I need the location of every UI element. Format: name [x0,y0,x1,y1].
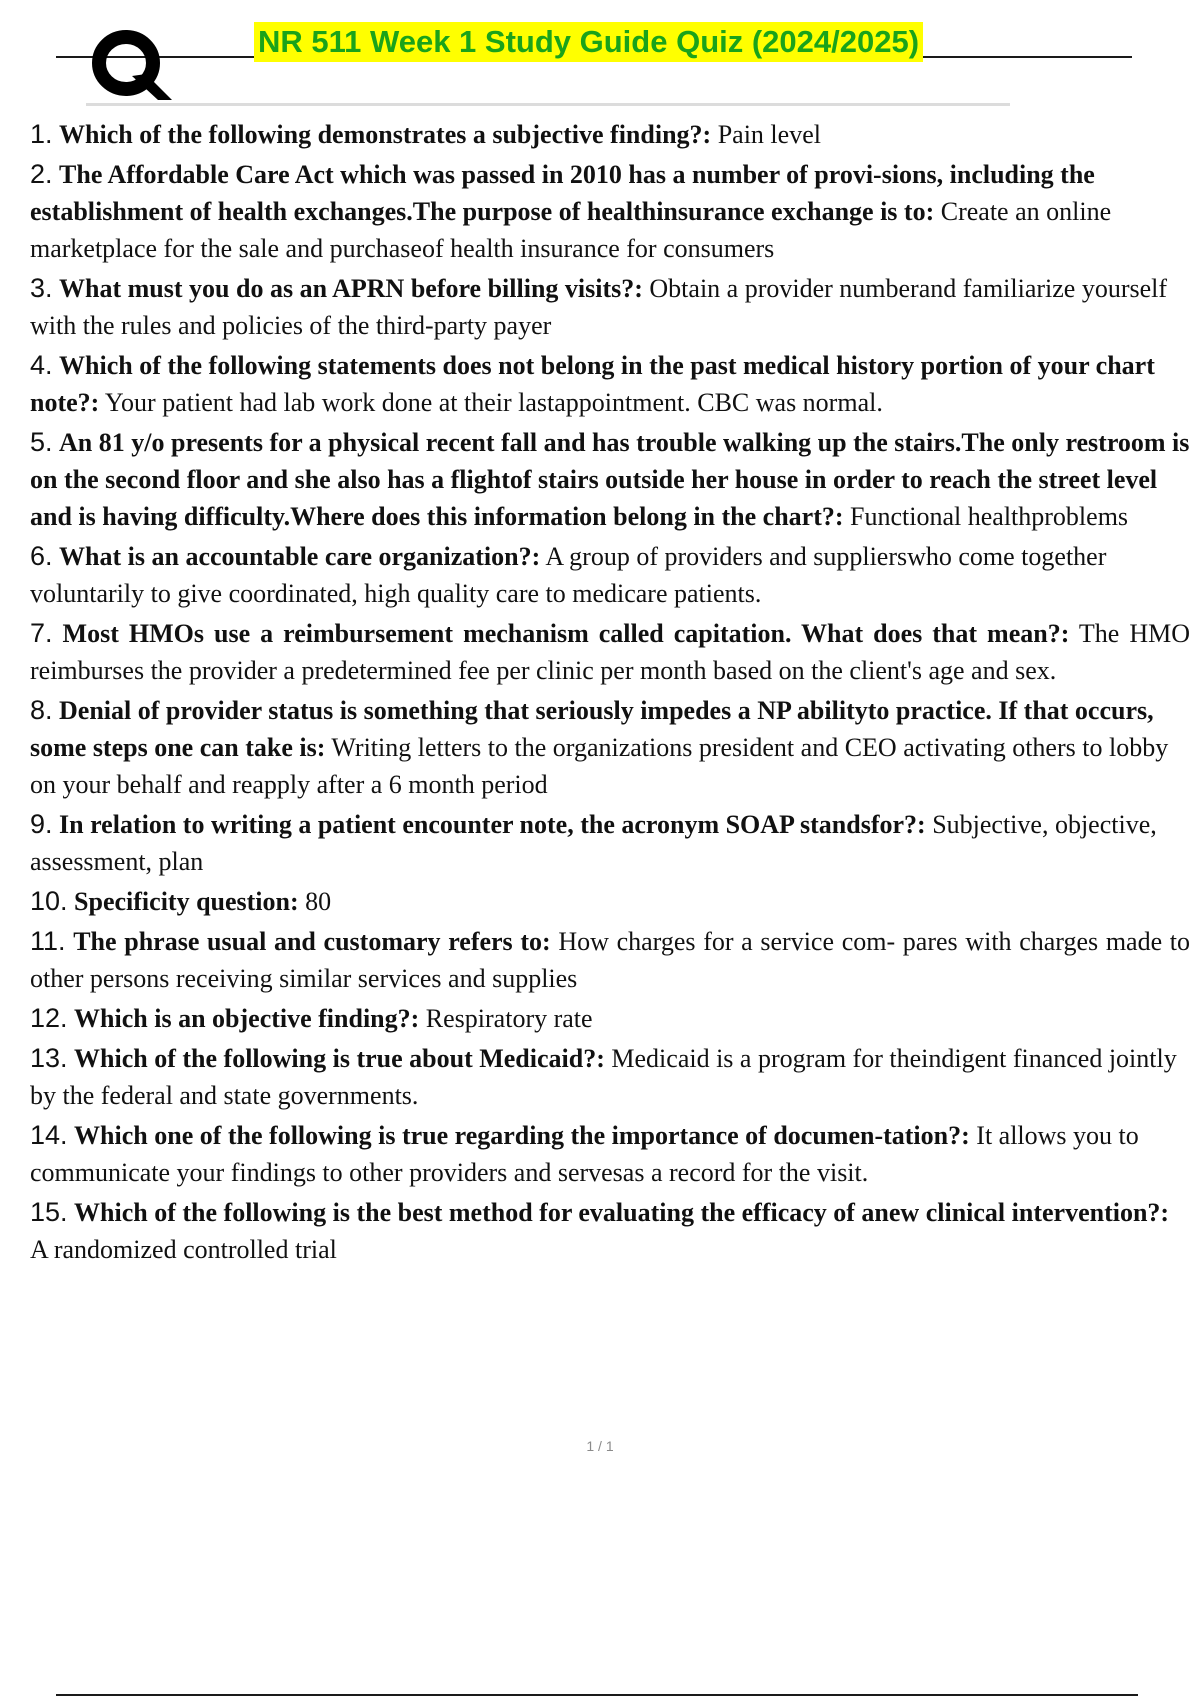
question-text: Denial of provider status is something that seriously impedes a NP abilityto practice. If that occurs, some steps one can take is: [30,696,1154,762]
question-number: 15. [30,1197,68,1227]
question-number: 3. [30,273,53,303]
list-item [30,270,1190,344]
question-number: 7. [30,618,53,648]
question-number: 2. [30,159,53,189]
question-text: The phrase usual and customary refers to: [73,927,551,956]
answer-text: How charges for a service com- pares with charges made to other persons receiving similar services and supplies [30,927,1191,993]
list-item [30,883,1190,920]
question-number: 5. [30,427,53,457]
list-item [30,1194,1190,1268]
question-text: Which is an objective finding?: [74,1004,420,1033]
list-item [30,692,1190,803]
answer-text: Pain level [717,120,821,149]
answer-text: It allows you to communicate your findings to other providers and servesas a record for the visit. [30,1121,1139,1187]
question-text: What must you do as an APRN before billing visits?: [59,274,643,303]
list-item [30,538,1190,612]
question-number: 1. [30,119,53,149]
answer-text: Create an online marketplace for the sale and purchaseof health insurance for consumers [30,197,1112,263]
question-number: 11. [30,926,66,956]
page-indicator: 1 / 1 [586,1438,614,1454]
answer-text: Medicaid is a program for theindigent financed jointly by the federal and state governments. [30,1044,1177,1110]
list-item [30,615,1190,689]
list-item [30,424,1190,535]
list-item [30,806,1190,880]
answer-text: A randomized controlled trial [30,1235,337,1264]
list-item [30,923,1190,997]
question-text: Which of the following is the best method for evaluating the efficacy of anew clinical intervention?: [74,1198,1170,1227]
answer-text: Writing letters to the organizations president and CEO activating others to lobby on your behalf and reapply after a 6 month period [30,733,1169,799]
answer-text: A group of providers and supplierswho come together voluntarily to give coordinated, high quality care to medicare patients. [30,542,1107,608]
answer-text: Obtain a provider numberand familiarize yourself with the rules and policies of the third-party payer [30,274,1168,340]
answer-text: Functional healthproblems [850,502,1129,531]
question-number: 12. [30,1003,68,1033]
document-header [56,18,1132,102]
question-number: 14. [30,1120,68,1150]
question-text: What is an accountable care organization?: [59,542,541,571]
list-item [30,1117,1190,1191]
answer-text: Subjective, objective, assessment, plan [30,810,1157,876]
list-item [30,347,1190,421]
question-number: 8. [30,695,53,725]
list-item [30,156,1190,267]
question-text: Most HMOs use a reimbursement mechanism called capitation. What does that mean?: [62,619,1070,648]
question-text: The Affordable Care Act which was passed in 2010 has a number of provi-sions, including the establishment of health exchanges.The purpose of healthinsurance exchange is to: [30,160,1095,226]
answer-text: The HMO reimburses the provider a predetermined fee per clinic per month based on the client's age and sex. [30,619,1191,685]
document-title: NR 511 Week 1 Study Guide Quiz (2024/2025) [254,22,923,62]
question-text: An 81 y/o presents for a physical recent fall and has trouble walking up the stairs.The only restroom is on the second floor and she also has a flightof stairs outside her house in order to reach the street level and is having difficulty.Where does this information belong in the chart?: [30,428,1190,531]
footer-rule [56,1694,1138,1696]
header-divider [86,103,1010,106]
question-number: 13. [30,1043,68,1073]
question-number: 10. [30,886,68,916]
answer-text: Your patient had lab work done at their lastappointment. CBC was normal. [104,388,883,417]
q-logo-icon [86,26,176,106]
question-number: 9. [30,809,53,839]
list-item [30,116,1190,153]
question-number: 6. [30,541,53,571]
question-text: Which of the following statements does not belong in the past medical history portion of your chart note?: [30,351,1155,417]
question-text: Specificity question: [74,887,299,916]
question-list [30,116,1190,1271]
question-text: Which of the following is true about Medicaid?: [74,1044,605,1073]
answer-text: Respiratory rate [425,1004,593,1033]
list-item [30,1040,1190,1114]
question-text: Which of the following demonstrates a subjective finding?: [59,120,712,149]
question-number: 4. [30,350,53,380]
answer-text: 80 [305,887,332,916]
list-item [30,1000,1190,1037]
question-text: In relation to writing a patient encounter note, the acronym SOAP standsfor?: [59,810,926,839]
question-text: Which one of the following is true regarding the importance of documen-tation?: [74,1121,970,1150]
